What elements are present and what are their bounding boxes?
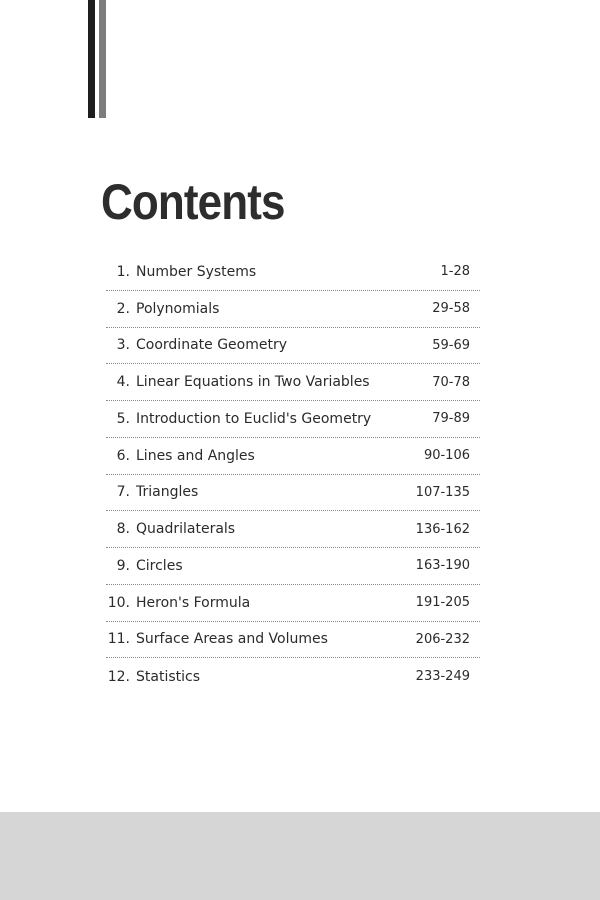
toc-entry[interactable] (106, 548, 480, 585)
toc-entry-title: Introduction to Euclid's Geometry (136, 410, 372, 427)
toc-entry-number: 8. (116, 521, 130, 538)
toc-entry-pages: 191-205 (415, 595, 470, 611)
toc-entry-pages: 163-190 (415, 558, 470, 574)
toc-entry[interactable] (106, 364, 480, 401)
toc-entry-title: Surface Areas and Volumes (136, 631, 328, 648)
toc-entry[interactable] (106, 475, 480, 512)
toc-entry[interactable] (106, 291, 480, 328)
decorative-bar-dark (88, 0, 95, 118)
toc-entry[interactable] (106, 658, 480, 695)
toc-entry[interactable] (106, 328, 480, 365)
toc-entry-pages: 70-78 (432, 374, 470, 390)
toc-entry-pages: 29-58 (432, 301, 470, 317)
toc-entry-number: 1. (116, 263, 130, 280)
toc-entry-pages: 1-28 (440, 264, 470, 280)
toc-entry-pages: 233-249 (415, 669, 470, 685)
toc-entry-pages: 206-232 (415, 631, 470, 647)
toc-entry-number: 5. (116, 410, 130, 427)
toc-entry-pages: 136-162 (415, 521, 470, 537)
toc-entry-title: Statistics (136, 668, 200, 685)
toc-entry-title: Lines and Angles (136, 447, 255, 464)
toc-entry-number: 7. (116, 484, 130, 501)
toc-entry-title: Polynomials (136, 300, 220, 317)
page-title: Contents (101, 174, 285, 230)
toc-entry-title: Triangles (136, 484, 199, 501)
toc-entry[interactable] (106, 438, 480, 475)
toc-entry-number: 4. (116, 374, 130, 391)
toc-entry[interactable] (106, 585, 480, 622)
toc-entry-pages: 107-135 (415, 484, 470, 500)
toc-entry[interactable] (106, 622, 480, 659)
toc-entry-title: Coordinate Geometry (136, 337, 288, 354)
toc-entry-pages: 79-89 (432, 411, 470, 427)
toc-entry-title: Circles (136, 557, 183, 574)
toc-entry[interactable] (106, 254, 480, 291)
toc-entry-pages: 90-106 (423, 448, 470, 464)
toc-entry-number: 6. (116, 447, 130, 464)
toc-entry-number: 2. (116, 300, 130, 317)
toc-entry-number: 10. (107, 594, 130, 611)
table-of-contents (106, 254, 480, 695)
toc-entry-number: 9. (116, 557, 130, 574)
toc-entry-title: Number Systems (136, 263, 257, 280)
toc-entry[interactable] (106, 401, 480, 438)
toc-entry-number: 12. (107, 668, 130, 685)
decorative-bar-light (99, 0, 106, 118)
footer-band (0, 812, 600, 900)
toc-entry-title: Quadrilaterals (136, 521, 236, 538)
toc-entry-number: 11. (107, 631, 130, 648)
toc-entry-number: 3. (116, 337, 130, 354)
toc-entry-pages: 59-69 (432, 337, 470, 353)
toc-entry-title: Linear Equations in Two Variables (136, 374, 370, 391)
toc-entry-title: Heron's Formula (136, 594, 251, 611)
toc-entry[interactable] (106, 511, 480, 548)
